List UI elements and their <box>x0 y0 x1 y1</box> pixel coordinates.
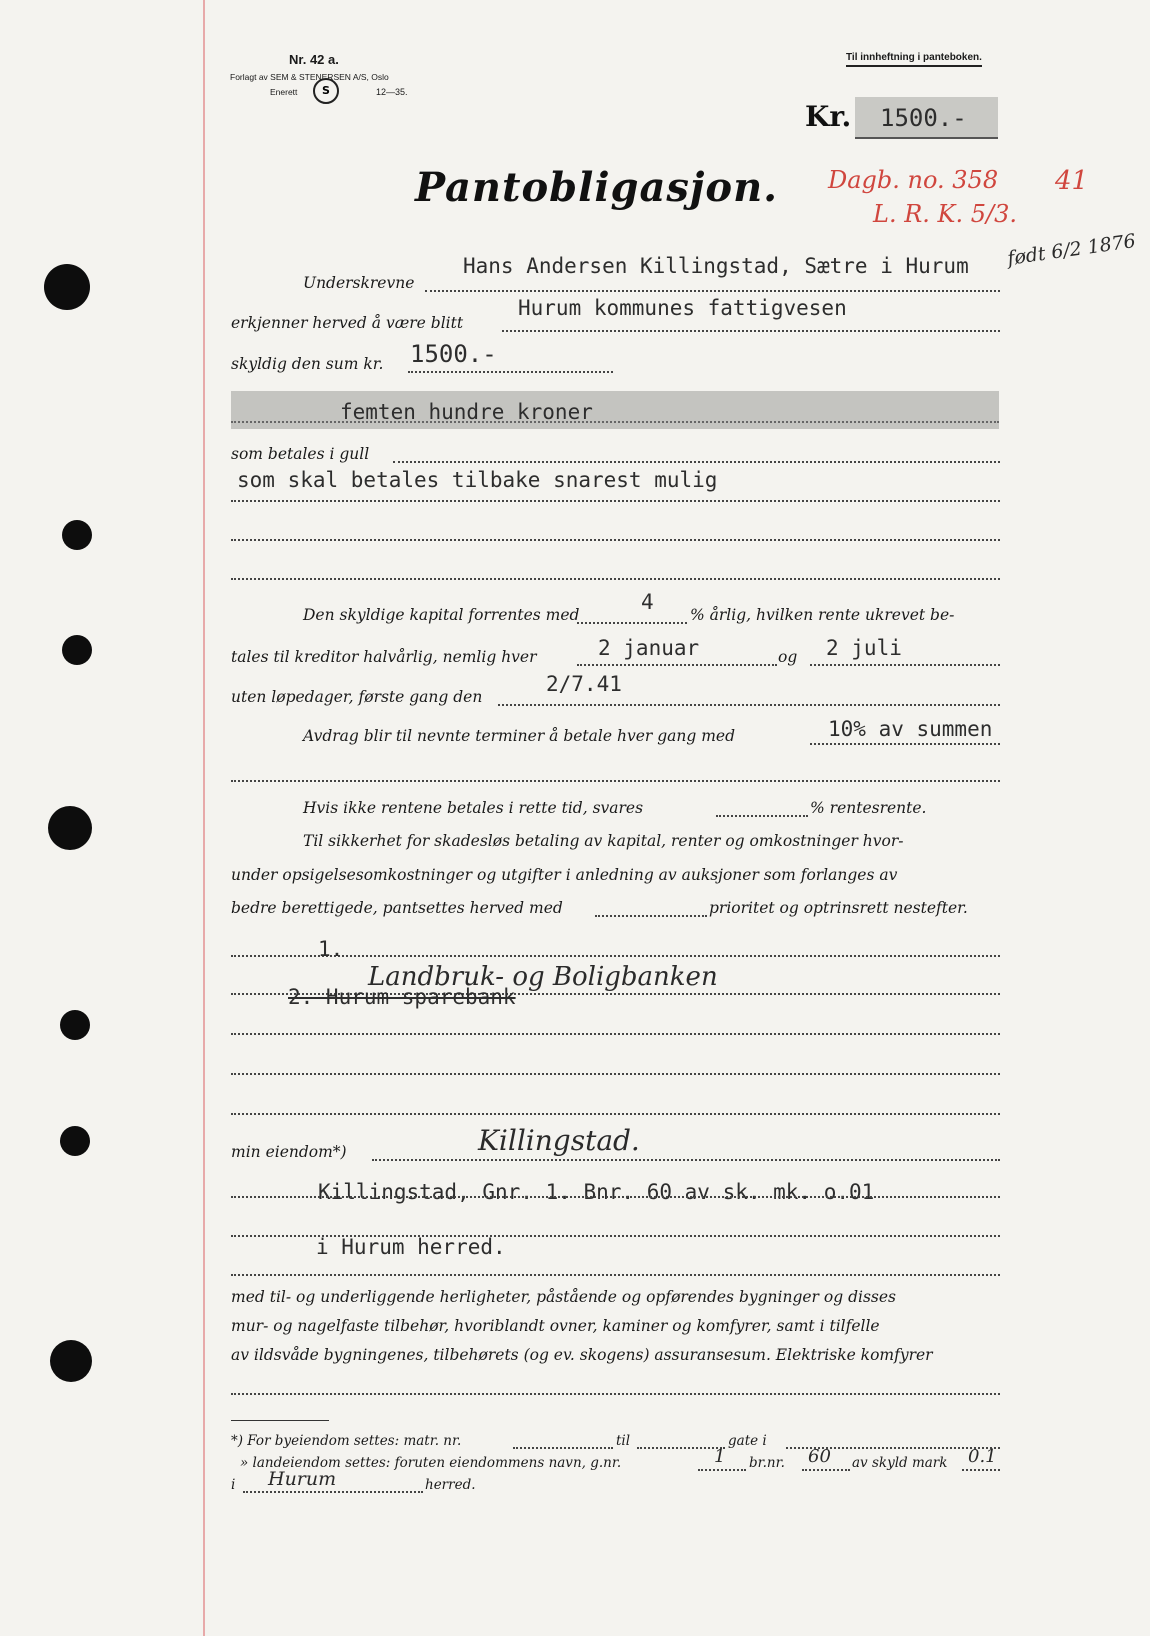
priority-item-2-typed: 2. Hurum sparebank <box>288 985 516 1009</box>
fill-line <box>231 955 1000 957</box>
property-line1: Killingstad, Gnr. 1. Bnr. 60 av sk. mk. o.01 <box>318 1180 875 1204</box>
security-line3-after: prioritet og optrinsrett nestefter. <box>709 899 968 917</box>
binder-hole <box>44 264 90 310</box>
fill-line <box>577 664 777 666</box>
priority-item-1: 1. <box>318 937 344 961</box>
amount-label: Kr. <box>805 100 852 133</box>
footnote-line3-b: herred. <box>425 1477 476 1493</box>
stamp-year: 41 <box>1055 166 1089 196</box>
born-note: født 6/2 1876 <box>1006 230 1138 270</box>
debt-value: 1500.- <box>410 340 497 368</box>
publisher: Forlagt av SEM & STENERSEN A/S, Oslo <box>230 72 389 82</box>
interest-rate: 4 <box>641 590 654 614</box>
property-line2: i Hurum herred. <box>316 1235 506 1259</box>
fill-line <box>716 815 808 817</box>
footnote-line1-a: *) For byeiendom settes: matr. nr. <box>231 1433 462 1449</box>
document-title: Pantobligasjon. <box>415 164 779 211</box>
stamp-registration: L. R. K. 5/3. <box>873 200 1017 228</box>
interest-date1: 2 januar <box>598 636 700 660</box>
top-right-note: Til innheftning i panteboken. <box>846 52 982 67</box>
form-number: Nr. 42 a. <box>289 52 339 67</box>
undersigned-label: Underskrevne <box>303 274 415 292</box>
penalty-text-before: Hvis ikke rentene betales i rette tid, svares <box>303 799 644 817</box>
footnote-line2-c: av skyld mark <box>852 1455 948 1471</box>
penalty-text-after: % rentesrente. <box>810 799 927 817</box>
fill-line <box>372 1159 1000 1161</box>
fill-line <box>231 780 1000 782</box>
fill-line <box>231 578 1000 580</box>
binder-hole <box>62 635 92 665</box>
fill-line <box>802 1469 850 1471</box>
footnote-herred-value: Hurum <box>268 1468 337 1490</box>
amount-value: 1500.- <box>880 104 967 132</box>
footnote-line1-c: gate i <box>728 1433 767 1449</box>
binder-hole <box>60 1010 90 1040</box>
undersigned-value: Hans Andersen Killingstad, Sætre i Hurum <box>463 254 969 278</box>
binder-hole <box>48 806 92 850</box>
fill-line <box>498 704 1000 706</box>
footnote-mark: 0.1 <box>968 1446 997 1467</box>
fill-line <box>408 371 613 373</box>
binder-hole <box>60 1126 90 1156</box>
security-line1: Til sikkerhet for skadesløs betaling av kapital, renter og omkostninger hvor- <box>303 832 904 850</box>
binder-hole <box>50 1340 92 1382</box>
interest-text-after: % årlig, hvilken rente ukrevet be- <box>690 606 955 624</box>
footnote-line3-a: i <box>231 1477 236 1493</box>
publisher-logo: S <box>313 78 339 104</box>
installment-value: 10% av summen <box>828 717 993 741</box>
first-interest-date: 2/7.41 <box>546 672 622 696</box>
gold-value: som skal betales tilbake snarest mulig <box>237 468 718 492</box>
fill-line <box>231 1274 1000 1276</box>
property-label: min eiendom*) <box>231 1143 347 1161</box>
footnote-brnr: 60 <box>808 1446 831 1467</box>
interest-text-before: Den skyldige kapital forrentes med <box>303 606 580 624</box>
security-line3-before: bedre berettigede, pantsettes herved med <box>231 899 563 917</box>
fill-line <box>595 915 707 917</box>
gold-label: som betales i gull <box>231 445 370 463</box>
fill-line <box>962 1469 1000 1471</box>
closing-line1: med til- og underliggende herligheter, påstående og opførendes bygninger og disses <box>231 1288 896 1306</box>
fill-line <box>698 1469 746 1471</box>
acknowledges-label: erkjenner herved å være blitt <box>231 314 464 332</box>
priority-item-2-handwritten: Landbruk- og Boligbanken <box>368 962 718 992</box>
fill-line <box>810 664 1000 666</box>
fill-line <box>231 1393 1000 1395</box>
security-line2: under opsigelsesomkostninger og utgifter i anledning av auksjoner som forlanges av <box>231 866 898 884</box>
and-word: og <box>778 648 798 666</box>
interest-line3-label: uten løpedager, første gang den <box>231 688 483 706</box>
margin-line <box>203 0 205 1636</box>
fill-line <box>231 500 1000 502</box>
property-name: Killingstad. <box>478 1124 640 1157</box>
interest-date2: 2 juli <box>826 636 902 660</box>
fill-line <box>513 1447 613 1449</box>
fill-line <box>637 1447 725 1449</box>
edition: 12—35. <box>376 87 408 97</box>
footnote-line1-b: til <box>616 1433 631 1449</box>
fill-line <box>577 622 687 624</box>
closing-line3: av ildsvåde bygningenes, tilbehørets (og ev. skogens) assuransesum. Elektriske komfyrer <box>231 1346 933 1364</box>
fill-line <box>243 1491 423 1493</box>
fill-line <box>231 1113 1000 1115</box>
installment-label: Avdrag blir til nevnte terminer å betale hver gang med <box>303 727 735 745</box>
fill-line <box>502 330 1000 332</box>
interest-line2-label: tales til kreditor halvårlig, nemlig hver <box>231 648 537 666</box>
stamp-journal-number: Dagb. no. 358 <box>828 166 999 194</box>
fill-line <box>231 539 1000 541</box>
fill-line <box>231 1196 1000 1198</box>
fill-line <box>393 461 1000 463</box>
fill-line <box>231 1073 1000 1075</box>
footnote-rule <box>231 1420 329 1421</box>
closing-line2: mur- og nagelfaste tilbehør, hvoriblandt ovner, kaminer og komfyrer, samt i tilfelle <box>231 1317 880 1335</box>
amount-words: femten hundre kroner <box>340 400 593 424</box>
creditor-value: Hurum kommunes fattigvesen <box>518 296 847 320</box>
footnote-line2-a: » landeiendom settes: foruten eiendommens navn, g.nr. <box>240 1455 622 1471</box>
fill-line <box>425 290 1000 292</box>
binder-hole <box>62 520 92 550</box>
fill-line <box>231 1033 1000 1035</box>
exclusive-rights: Enerett <box>270 87 298 97</box>
footnote-gnr: 1 <box>714 1446 726 1467</box>
footnote-line2-b: br.nr. <box>749 1455 785 1471</box>
debt-label: skyldig den sum kr. <box>231 355 384 373</box>
fill-line <box>810 743 1000 745</box>
